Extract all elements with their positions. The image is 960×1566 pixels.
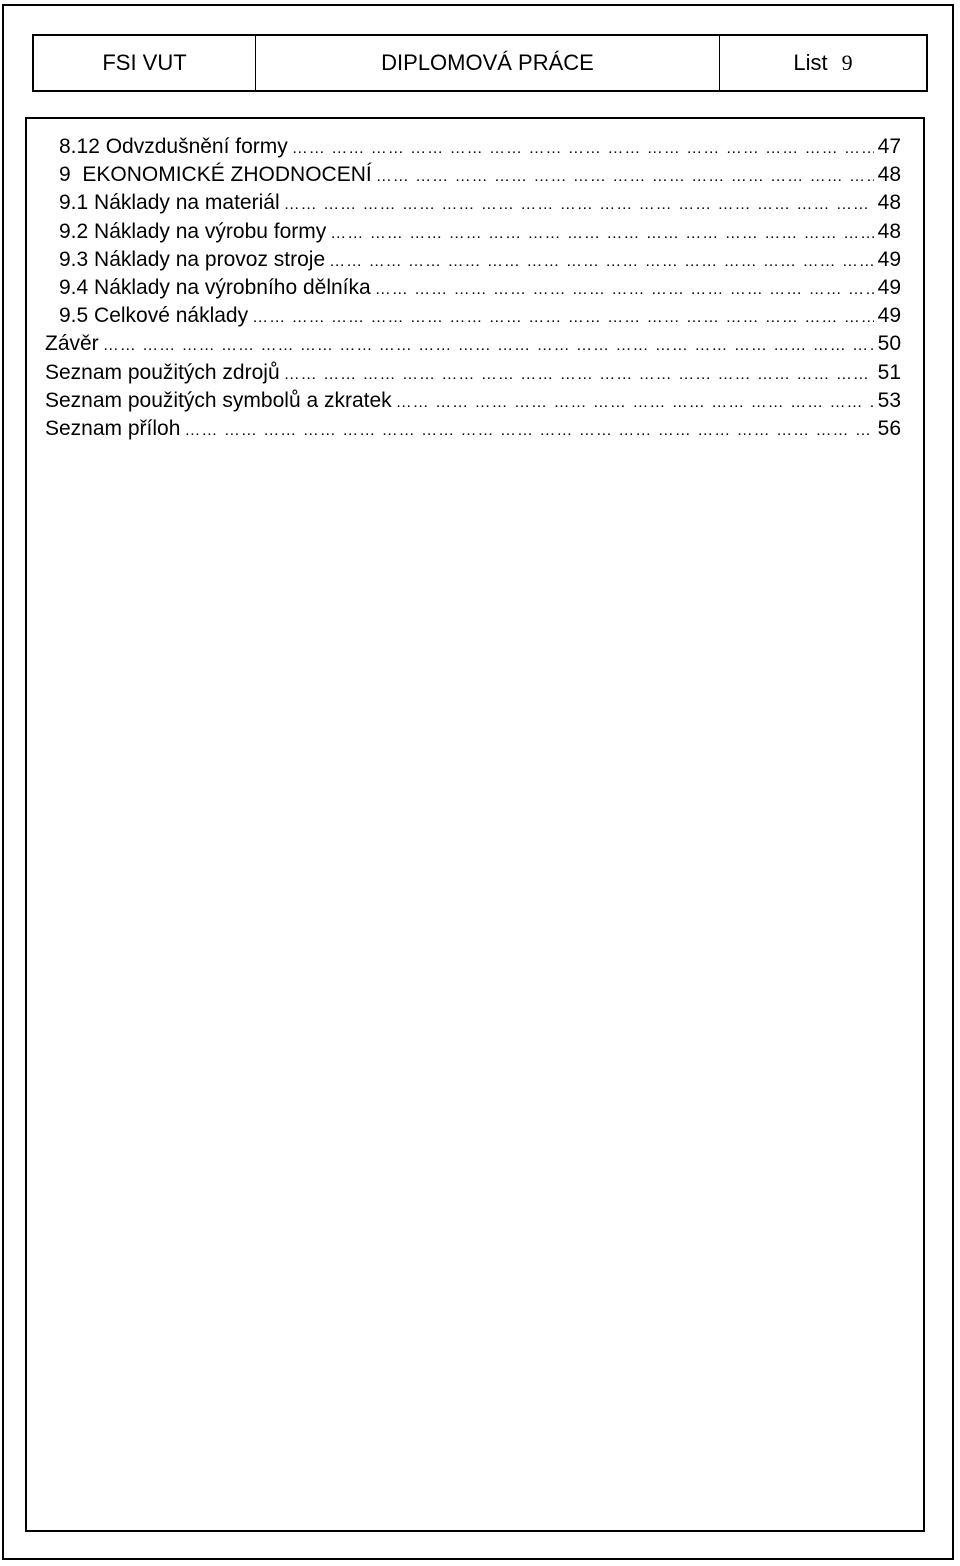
toc-leader-dots: [330, 225, 873, 243]
header-page: [720, 36, 926, 90]
toc-entry[interactable]: [45, 248, 901, 276]
content-area: [25, 117, 925, 1532]
toc-entry[interactable]: [45, 135, 901, 163]
toc-entry-title: 9.2 Náklady na výrobu formy: [59, 219, 327, 243]
toc-leader-dots: [329, 253, 874, 271]
toc-leader-dots: [376, 168, 874, 186]
page-number: 9: [841, 50, 853, 75]
document-type: DIPLOMOVÁ PRÁCE: [381, 50, 594, 75]
toc-leader-dots: [252, 309, 874, 327]
page-header: [32, 34, 928, 92]
toc-entry[interactable]: [45, 163, 901, 191]
header-document-type: [256, 36, 720, 90]
school-name: FSI VUT: [102, 50, 187, 75]
toc-entry[interactable]: [45, 304, 901, 332]
toc-entry-title: 9.5 Celkové náklady: [59, 304, 249, 328]
toc-leader-dots: [396, 394, 874, 412]
toc-leader-dots: [284, 196, 874, 214]
toc-entry[interactable]: [45, 276, 901, 304]
toc-entry-page: 51: [877, 360, 901, 384]
toc-entry[interactable]: [45, 389, 901, 417]
toc-entry-title: Seznam příloh: [45, 416, 181, 440]
toc-entry[interactable]: [45, 332, 901, 360]
toc-entry[interactable]: [45, 417, 901, 445]
table-of-contents: [45, 135, 901, 445]
toc-entry-page: 48: [877, 163, 901, 187]
toc-leader-dots: [375, 281, 874, 299]
toc-entry-title: 8.12 Odvzdušnění formy: [59, 135, 288, 158]
toc-entry-title: 9.1 Náklady na materiál: [59, 191, 280, 215]
toc-entry-page: 50: [877, 332, 901, 356]
toc-entry-title: 9.3 Náklady na provoz stroje: [59, 247, 326, 271]
toc-entry-title: Seznam použitých symbolů a zkratek: [45, 388, 392, 412]
toc-entry[interactable]: [45, 361, 901, 389]
toc-entry-title: Seznam použitých zdrojů: [45, 360, 280, 384]
toc-leader-dots: [184, 422, 873, 440]
toc-entry-page: 48: [877, 191, 901, 215]
toc-entry-page: 47: [877, 135, 901, 158]
toc-entry-page: 48: [877, 219, 901, 243]
page-label: List: [793, 50, 828, 75]
toc-entry-page: 53: [877, 388, 901, 412]
toc-entry-title: 9.4 Náklady na výrobního dělníka: [59, 275, 371, 299]
toc-entry[interactable]: [45, 220, 901, 248]
toc-entry[interactable]: [45, 191, 901, 219]
toc-entry-page: 56: [877, 416, 901, 440]
toc-leader-dots: [292, 140, 874, 158]
toc-entry-page: 49: [877, 304, 901, 328]
toc-entry-title: 9 EKONOMICKÉ ZHODNOCENÍ: [59, 163, 372, 187]
toc-entry-page: 49: [877, 247, 901, 271]
toc-entry-page: 49: [877, 275, 901, 299]
toc-leader-dots: [284, 366, 874, 384]
toc-entry-title: Závěr: [45, 332, 99, 356]
toc-leader-dots: [103, 337, 874, 355]
header-school: [34, 36, 256, 90]
